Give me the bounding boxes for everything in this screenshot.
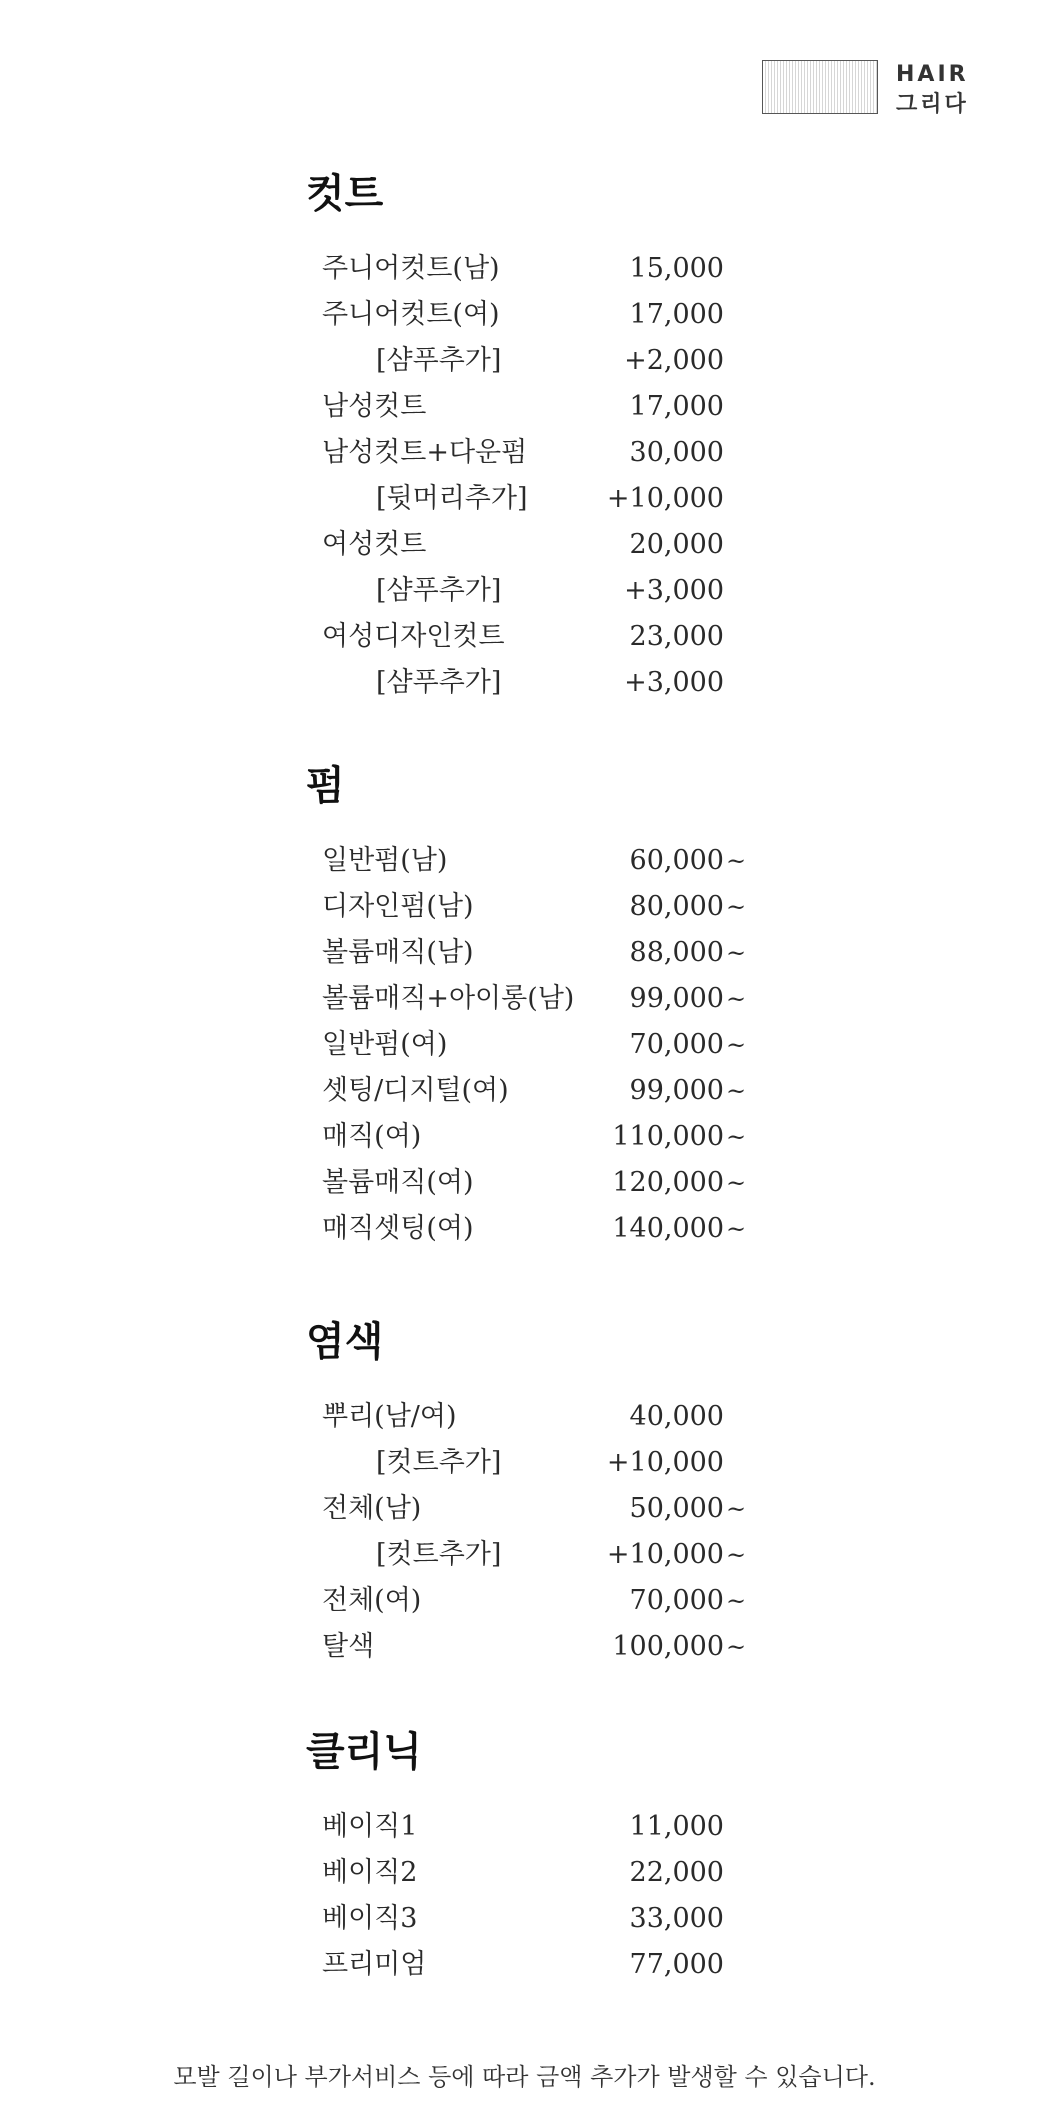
item-price: +10,000 <box>606 1539 724 1570</box>
item-name: 일반펌(여) <box>322 1029 448 1060</box>
item-price: +10,000 <box>606 1447 724 1478</box>
price-row <box>0 1486 1049 1532</box>
item-price: 70,000 <box>629 1029 724 1060</box>
item-name: 베이직2 <box>322 1857 418 1888</box>
item-name: 매직(여) <box>322 1121 422 1152</box>
price-row <box>0 1804 1049 1850</box>
price-row <box>0 1532 1049 1578</box>
item-name: 남성컷트+다운펌 <box>322 437 528 468</box>
item-price: 20,000 <box>629 529 724 560</box>
item-name: 전체(여) <box>322 1585 422 1616</box>
item-price: 40,000 <box>629 1401 724 1432</box>
item-price: 110,000 <box>612 1121 724 1152</box>
price-row <box>0 384 1049 430</box>
item-price: 15,000 <box>629 253 724 284</box>
footer-note: 모발 길이나 부가서비스 등에 따라 금액 추가가 발생할 수 있습니다. <box>173 2063 876 2091</box>
price-row <box>0 1394 1049 1440</box>
price-row <box>0 1114 1049 1160</box>
item-name: [뒷머리추가] <box>376 483 528 514</box>
item-name: 남성컷트 <box>322 391 427 422</box>
price-row <box>0 1850 1049 1896</box>
price-from-mark: ~ <box>726 1495 747 1523</box>
item-price: 99,000 <box>629 983 724 1014</box>
price-from-mark: ~ <box>726 985 747 1013</box>
item-price: 99,000 <box>629 1075 724 1106</box>
price-row <box>0 430 1049 476</box>
price-row <box>0 568 1049 614</box>
item-name: 뿌리(남/여) <box>322 1401 457 1432</box>
item-name: 프리미엄 <box>322 1949 427 1980</box>
price-from-mark: ~ <box>726 1541 747 1569</box>
item-name: 볼륨매직(여) <box>322 1167 474 1198</box>
item-name: 전체(남) <box>322 1493 422 1524</box>
price-from-mark: ~ <box>726 1587 747 1615</box>
price-from-mark: ~ <box>726 1031 747 1059</box>
item-price: 70,000 <box>629 1585 724 1616</box>
price-row <box>0 976 1049 1022</box>
brand-name <box>896 60 969 120</box>
price-row <box>0 660 1049 706</box>
item-name: 베이직1 <box>322 1811 418 1842</box>
price-row <box>0 292 1049 338</box>
item-price: +3,000 <box>624 667 724 698</box>
price-row <box>0 884 1049 930</box>
item-price: 77,000 <box>629 1949 724 1980</box>
item-name: [샴푸추가] <box>376 345 502 376</box>
item-price: 17,000 <box>629 391 724 422</box>
item-price: 60,000 <box>629 845 724 876</box>
price-from-mark: ~ <box>726 1169 747 1197</box>
price-from-mark: ~ <box>726 1077 747 1105</box>
item-name: [샴푸추가] <box>376 575 502 606</box>
item-name: 볼륨매직(남) <box>322 937 474 968</box>
item-price: 11,000 <box>629 1811 724 1842</box>
item-price: 50,000 <box>629 1493 724 1524</box>
price-row <box>0 1440 1049 1486</box>
price-from-mark: ~ <box>726 939 747 967</box>
item-price: 100,000 <box>612 1631 724 1662</box>
item-price: 120,000 <box>612 1167 724 1198</box>
price-row <box>0 1896 1049 1942</box>
brand-logo <box>762 60 969 120</box>
price-row <box>0 476 1049 522</box>
price-from-mark: ~ <box>726 1215 747 1243</box>
section-title: 클리닉 <box>306 1729 422 1775</box>
item-name: [컷트추가] <box>376 1539 502 1570</box>
item-name: 탈색 <box>322 1631 375 1662</box>
price-from-mark: ~ <box>726 893 747 921</box>
item-price: 80,000 <box>629 891 724 922</box>
item-name: 디자인펌(남) <box>322 891 474 922</box>
item-name: 여성컷트 <box>322 529 427 560</box>
item-name: [샴푸추가] <box>376 667 502 698</box>
item-name: [컷트추가] <box>376 1447 502 1478</box>
price-row <box>0 1942 1049 1988</box>
price-row <box>0 1022 1049 1068</box>
item-name: 셋팅/디지털(여) <box>322 1075 509 1106</box>
price-row <box>0 246 1049 292</box>
section-title: 염색 <box>306 1319 384 1365</box>
price-from-mark: ~ <box>726 1123 747 1151</box>
item-price: +10,000 <box>606 483 724 514</box>
item-name: 주니어컷트(여) <box>322 299 500 330</box>
price-row <box>0 838 1049 884</box>
item-price: 22,000 <box>629 1857 724 1888</box>
brand-line1: HAIR <box>896 62 969 87</box>
item-name: 베이직3 <box>322 1903 418 1934</box>
item-price: 23,000 <box>629 621 724 652</box>
item-price: 17,000 <box>629 299 724 330</box>
price-row <box>0 1068 1049 1114</box>
item-name: 일반펌(남) <box>322 845 448 876</box>
price-row <box>0 338 1049 384</box>
price-row <box>0 614 1049 660</box>
item-name: 여성디자인컷트 <box>322 621 505 652</box>
price-row <box>0 1578 1049 1624</box>
item-name: 볼륨매직+아이롱(남) <box>322 983 575 1014</box>
item-name: 매직셋팅(여) <box>322 1213 474 1244</box>
section-title: 컷트 <box>306 171 384 217</box>
price-row <box>0 522 1049 568</box>
item-price: 30,000 <box>629 437 724 468</box>
price-from-mark: ~ <box>726 847 747 875</box>
price-row <box>0 930 1049 976</box>
price-row <box>0 1160 1049 1206</box>
item-price: 33,000 <box>629 1903 724 1934</box>
logo-mark <box>762 60 878 114</box>
price-row <box>0 1624 1049 1670</box>
item-name: 주니어컷트(남) <box>322 253 500 284</box>
section-title: 펌 <box>306 763 345 809</box>
brand-line2: 그리다 <box>896 92 969 117</box>
price-row <box>0 1206 1049 1252</box>
price-from-mark: ~ <box>726 1633 747 1661</box>
item-price: +2,000 <box>624 345 724 376</box>
item-price: 140,000 <box>612 1213 724 1244</box>
item-price: +3,000 <box>624 575 724 606</box>
item-price: 88,000 <box>629 937 724 968</box>
